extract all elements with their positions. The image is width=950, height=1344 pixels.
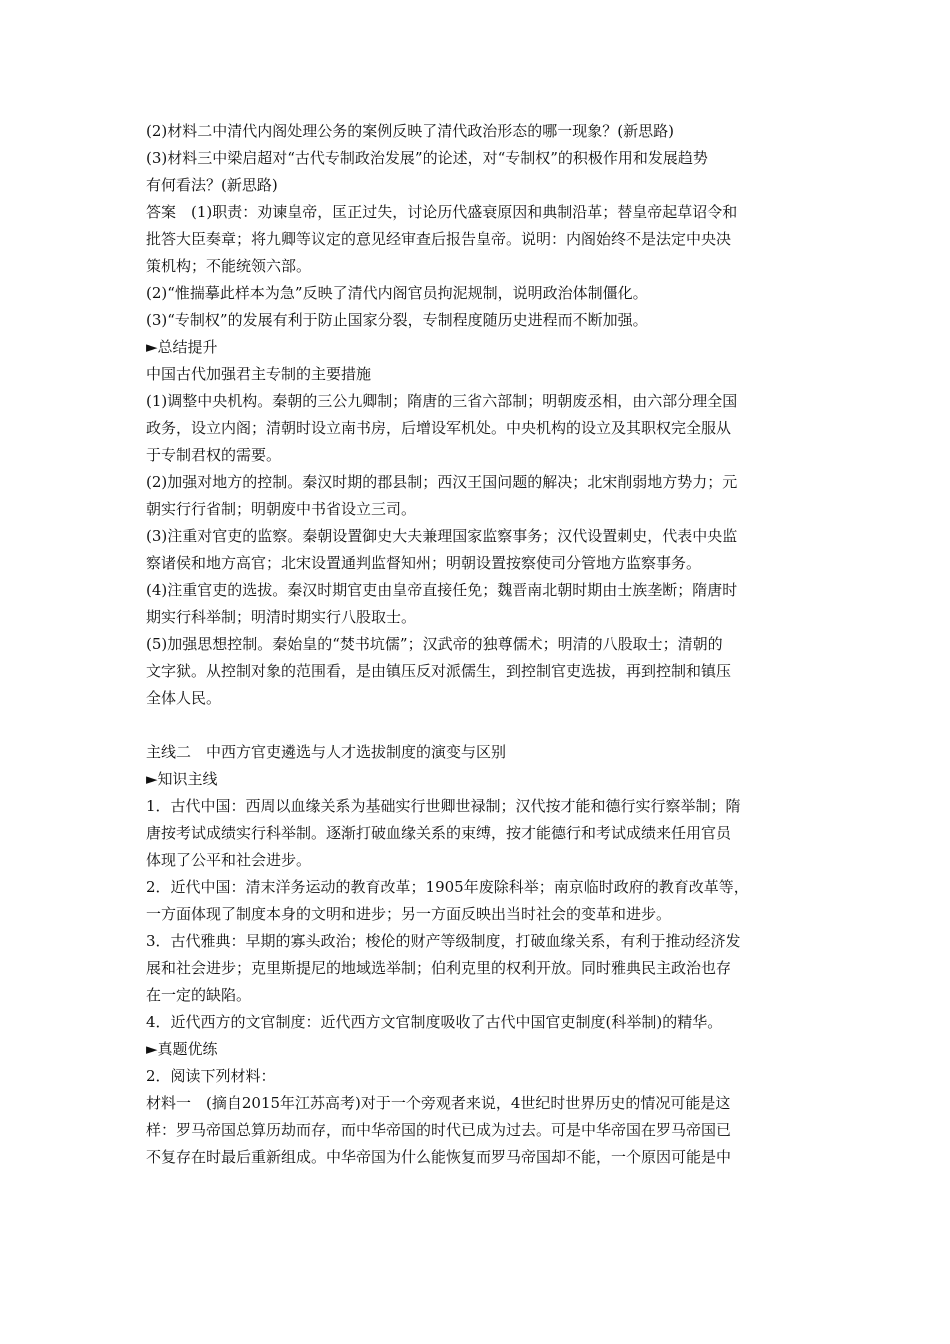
text-line: 唐按考试成绩实行科举制。逐渐打破血缘关系的束缚，按才能德行和考试成绩来任用官员 [146, 824, 732, 842]
document-body [146, 118, 810, 1171]
text-line: 3．古代雅典：早期的寡头政治；梭伦的财产等级制度，打破血缘关系，有利于推动经济发 [146, 932, 741, 950]
text-line: (2)“惟揣摹此样本为急”反映了清代内阁官员拘泥规制，说明政治体制僵化。 [146, 284, 648, 302]
text-line: ►总结提升 [146, 338, 218, 356]
text-line: (2)加强对地方的控制。秦汉时期的郡县制；西汉王国问题的解决；北宋削弱地方势力；元 [146, 473, 738, 491]
text-line: 文字狱。从控制对象的范围看，是由镇压反对派儒生，到控制官吏选拔，再到控制和镇压 [146, 662, 732, 680]
text-line: 答案 (1)职责：劝谏皇帝，匡正过失，讨论历代盛衰原因和典制沿革；替皇帝起草诏令和 [146, 203, 738, 221]
text-line: ►知识主线 [146, 770, 218, 788]
text-line: 中国古代加强君主专制的主要措施 [146, 365, 372, 383]
text-line: 展和社会进步；克里斯提尼的地域选举制；伯利克里的权利开放。同时雅典民主政治也存 [146, 959, 732, 977]
text-line: (4)注重官吏的选拔。秦汉时期官吏由皇帝直接任免；魏晋南北朝时期由士族垄断；隋唐时 [146, 581, 738, 599]
blank-line [146, 712, 810, 739]
text-line: 政务，设立内阁；清朝时设立南书房，后增设军机处。中央机构的设立及其职权完全服从 [146, 419, 732, 437]
text-line: 期实行科举制；明清时期实行八股取士。 [146, 608, 417, 626]
text-line: 不复存在时最后重新组成。中华帝国为什么能恢复而罗马帝国却不能，一个原因可能是中 [146, 1148, 732, 1166]
text-line: 于专制君权的需要。 [146, 446, 282, 464]
text-line: ►真题优练 [146, 1040, 218, 1058]
text-line: (3)材料三中梁启超对“古代专制政治发展”的论述，对“专制权”的积极作用和发展趋势 [146, 149, 708, 167]
text-line: 材料一 (摘自2015年江苏高考)对于一个旁观者来说，4世纪时世界历史的情况可能是这 [146, 1094, 731, 1112]
text-line: 主线二 中西方官吏遴选与人才选拔制度的演变与区别 [146, 743, 507, 761]
text-line: 2．近代中国：清末洋务运动的教育改革；1905年废除科举；南京临时政府的教育改革等， [146, 878, 749, 896]
text-line: 朝实行行省制；明朝废中书省设立三司。 [146, 500, 417, 518]
text-line: 批答大臣奏章；将九卿等议定的意见经审查后报告皇帝。说明：内阁始终不是法定中央决 [146, 230, 732, 248]
text-line: 样：罗马帝国总算历劫而存，而中华帝国的时代已成为过去。可是中华帝国在罗马帝国已 [146, 1121, 732, 1139]
text-line: (5)加强思想控制。秦始皇的“焚书坑儒”；汉武帝的独尊儒术；明清的八股取士；清朝的 [146, 635, 723, 653]
text-line: (3)注重对官吏的监察。秦朝设置御史大夫兼理国家监察事务；汉代设置刺史，代表中央监 [146, 527, 738, 545]
text-line: 察诸侯和地方高官；北宋设置通判监督知州；明朝设置按察使司分管地方监察事务。 [146, 554, 702, 572]
text-line: 1．古代中国：西周以血缘关系为基础实行世卿世禄制；汉代按才能和德行实行察举制；隋 [146, 797, 741, 815]
text-line: 一方面体现了制度本身的文明和进步；另一方面反映出当时社会的变革和进步。 [146, 905, 672, 923]
text-line: (1)调整中央机构。秦朝的三公九卿制；隋唐的三省六部制；明朝废丞相，由六部分理全国 [146, 392, 738, 410]
text-line: (2)材料二中清代内阁处理公务的案例反映了清代政治形态的哪一现象？(新思路) [146, 122, 674, 140]
text-line: 4．近代西方的文官制度：近代西方文官制度吸收了古代中国官吏制度(科举制)的精华。 [146, 1013, 723, 1031]
text-line: 在一定的缺陷。 [146, 986, 252, 1004]
text-line: 策机构；不能统领六部。 [146, 257, 312, 275]
text-line: 全体人民。 [146, 689, 222, 707]
text-line: (3)“专制权”的发展有利于防止国家分裂，专制程度随历史进程而不断加强。 [146, 311, 648, 329]
text-line: 有何看法？(新思路) [146, 176, 278, 194]
text-line: 2．阅读下列材料： [146, 1067, 276, 1085]
text-line: 体现了公平和社会进步。 [146, 851, 312, 869]
